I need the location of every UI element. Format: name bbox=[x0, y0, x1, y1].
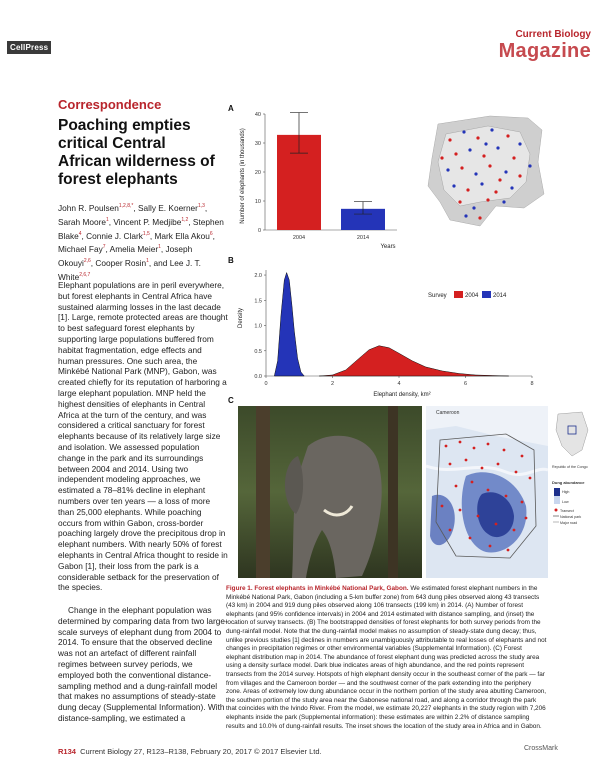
inset-transect-point bbox=[474, 172, 477, 175]
publisher-logo: CellPress bbox=[7, 41, 51, 54]
figure-caption-title: Figure 1. Forest elephants in Minkébé National Park, Gabon. bbox=[226, 585, 409, 592]
author-name: Vincent P. Medjibe bbox=[113, 216, 182, 227]
inset-transect-point bbox=[494, 190, 497, 193]
inset-transect-point bbox=[448, 138, 451, 141]
inset-transect-point bbox=[454, 152, 457, 155]
author-affiliation-mark: 1,3 bbox=[197, 203, 205, 209]
page-number: R134 bbox=[58, 747, 76, 756]
map-transect-point bbox=[495, 523, 498, 526]
author-affiliation-mark: 2,6,7 bbox=[79, 271, 91, 278]
map-transect-point bbox=[459, 509, 462, 512]
map-transect-point bbox=[487, 443, 490, 446]
inset-transect-point bbox=[510, 186, 513, 189]
map-transect-point bbox=[445, 445, 448, 448]
map-label-cameroon: Cameroon bbox=[436, 410, 460, 416]
chart-b-ytick-label: 0.5 bbox=[254, 348, 262, 355]
inset-transect-point bbox=[466, 188, 469, 191]
inset-transect-point bbox=[478, 216, 481, 219]
map-transect-point bbox=[465, 459, 468, 462]
inset-transect-point bbox=[464, 214, 467, 217]
chart-b-legend-label-2014: 2014 bbox=[493, 293, 507, 299]
legend-item-transect: Transect bbox=[560, 509, 574, 513]
chart-b-xtick-label: 2 bbox=[330, 381, 335, 387]
inset-transect-point bbox=[480, 182, 483, 185]
chart-a bbox=[232, 104, 412, 254]
chart-b-ytick-label: 2.0 bbox=[254, 273, 262, 280]
chart-b-legend-swatch-2004 bbox=[454, 291, 463, 298]
crossmark-badge[interactable]: CrossMark bbox=[524, 745, 558, 752]
map-transect-point bbox=[507, 549, 510, 552]
chart-b-xtick-label: 6 bbox=[463, 381, 468, 387]
inset-transect-point bbox=[502, 200, 505, 203]
map-transect-point bbox=[449, 529, 452, 532]
inset-transect-point bbox=[490, 128, 493, 131]
inset-transect-point bbox=[482, 154, 485, 157]
author-affiliation-mark: 1,2 bbox=[181, 216, 189, 223]
article-title: Poaching empties critical Central African wilderness of forest elephants bbox=[58, 117, 215, 188]
panel-label-c: C bbox=[228, 396, 234, 405]
author-name: Joseph Okouyi bbox=[58, 244, 193, 268]
inset-transect-point bbox=[476, 136, 479, 139]
inset-transect-point bbox=[452, 184, 455, 187]
map-transect-point bbox=[481, 467, 484, 470]
author-affiliation-mark: 2,6 bbox=[83, 258, 91, 265]
chart-b-xtick-label: 0 bbox=[264, 381, 268, 387]
inset-transect-point bbox=[498, 178, 501, 181]
elephant-photo bbox=[238, 406, 422, 578]
author-list: John R. Poulsen$^{1,2,8,*}$, Sally E. Koerner$^{1,3}$, Sarah Moore$^1$, Vincent P. Medjibe$^{1,2}$, Stephen Blake$^4$, Connie J. Clark$^{1,5}$, Mark Ella Akou$^6$, Michael Fay$^7$, Amelia Meier$^1$, Joseph Okouyi$^{2,6}$, Cooper Rosin$^1$, and Lee J. T. White$^{2,6,7}$ bbox=[58, 202, 224, 282]
map-transect-point bbox=[459, 441, 462, 444]
panel-label-b: B bbox=[228, 256, 234, 265]
map-transect-point bbox=[529, 477, 532, 480]
map-transect-point bbox=[525, 517, 528, 520]
section-type: Magazine bbox=[498, 40, 591, 62]
elephant-distribution-map bbox=[426, 406, 548, 578]
inset-transect-point bbox=[504, 170, 507, 173]
legend-gradient-high bbox=[554, 488, 560, 496]
chart-a-xtick-label: 2004 bbox=[292, 235, 306, 241]
author-name: Sally E. Koerner bbox=[137, 202, 198, 213]
inset-transect-point bbox=[486, 198, 489, 201]
inset-transect-point bbox=[528, 164, 531, 167]
chart-a-ytick-label: 0 bbox=[257, 228, 261, 234]
author-name: Amelia Meier bbox=[109, 244, 159, 255]
chart-b-density-2014 bbox=[274, 273, 304, 376]
inset-transect-point bbox=[468, 148, 471, 151]
journal-name: Current Biology bbox=[515, 29, 591, 40]
map-transect-point bbox=[487, 489, 490, 492]
author-affiliation-mark: 6 bbox=[209, 230, 213, 237]
map-transect-point bbox=[515, 471, 518, 474]
figure-caption bbox=[226, 585, 548, 731]
map-side-panel bbox=[552, 406, 592, 578]
inset-transect-point bbox=[484, 142, 487, 145]
inset-transect-point bbox=[446, 168, 449, 171]
elephant-body bbox=[292, 436, 382, 578]
chart-b-legend-swatch-2014 bbox=[482, 291, 491, 298]
map-transect-point bbox=[449, 463, 452, 466]
legend-title: Dung abundance bbox=[552, 480, 585, 485]
chart-b-legend-label-2004: 2004 bbox=[465, 293, 479, 299]
chart-a-ytick-label: 40 bbox=[254, 112, 261, 118]
inset-transect-point bbox=[518, 142, 521, 145]
chart-b-ytick-label: 1.5 bbox=[254, 298, 262, 305]
chart-a-xtick-label: 2014 bbox=[356, 235, 370, 241]
chart-a-ytick-label: 30 bbox=[254, 141, 261, 147]
chart-a-xlabel: Years bbox=[380, 244, 396, 250]
author-name: Connie J. Clark bbox=[86, 230, 143, 241]
page-footer bbox=[58, 747, 322, 756]
photo-tree-trunk-2 bbox=[388, 406, 398, 578]
chart-b-legend-title: Survey bbox=[428, 293, 447, 299]
map-transect-point bbox=[469, 537, 472, 540]
author-affiliation-mark: 1,2,8,* bbox=[118, 203, 134, 209]
map-transect-point bbox=[521, 455, 524, 458]
author-affiliation-mark: 1 bbox=[158, 244, 161, 251]
chart-b-ytick-label: 0.0 bbox=[254, 374, 262, 380]
legend-item-road: Major road bbox=[560, 521, 578, 525]
author-name: Stephen Blake bbox=[58, 216, 224, 241]
author-name: Michael Fay bbox=[58, 244, 103, 255]
author-affiliation-mark: 7 bbox=[102, 244, 106, 251]
author-name: Sarah Moore bbox=[58, 216, 106, 227]
chart-b-density-2004 bbox=[319, 346, 509, 376]
legend-item-park: National park bbox=[560, 515, 582, 519]
author-affiliation-mark: 1,5 bbox=[142, 230, 150, 237]
inset-transect-point bbox=[518, 174, 521, 177]
legend-transect-marker bbox=[555, 509, 558, 512]
author-name: John R. Poulsen bbox=[58, 202, 119, 213]
inset-transect-point bbox=[506, 134, 509, 137]
inset-transect-point bbox=[462, 130, 465, 133]
inset-transect-point bbox=[496, 146, 499, 149]
inset-transect-point bbox=[458, 200, 461, 203]
inset-transect-point bbox=[460, 166, 463, 169]
chart-b-xtick-label: 4 bbox=[397, 381, 401, 387]
chart-a-ylabel: Number of elephants (in thousands) bbox=[240, 128, 246, 224]
author-name: Mark Ella Akou bbox=[154, 230, 210, 241]
map-transect-point bbox=[473, 447, 476, 450]
article-section: Correspondence bbox=[58, 97, 162, 112]
author-affiliation-mark: 1 bbox=[105, 216, 109, 223]
chart-b-ylabel: Density bbox=[238, 307, 244, 329]
inset-transect-point bbox=[488, 164, 491, 167]
author-name: and Lee J. T. White bbox=[58, 257, 201, 282]
chart-b bbox=[232, 258, 548, 400]
transect-inset-map bbox=[420, 110, 546, 232]
map-transect-point bbox=[503, 449, 506, 452]
legend-low: Low bbox=[562, 500, 569, 504]
body-paragraph-2: Change in the elephant population was determined by comparing data from two large-scale surveys of elephant dung from 2004 to 2014. To ensure that the observed decline was not an artefact of different rainfall regimes between survey periods, we employed both the conventional distance-sampling method and a dung-rainfall model that makes no assumptions of steady-state dung decay (Supplemental Information). With distance-sampling, we estimated a bbox=[58, 605, 228, 723]
chart-b-xtick-label: 8 bbox=[530, 381, 534, 387]
inset-transect-point bbox=[472, 206, 475, 209]
map-label-congo: Republic of the Congo bbox=[552, 465, 588, 469]
inset-transect-point bbox=[512, 156, 515, 159]
photo-tree-trunk bbox=[256, 406, 270, 578]
panel-label-a: A bbox=[228, 104, 234, 113]
legend-gradient-low bbox=[554, 496, 560, 504]
chart-a-ytick-label: 20 bbox=[254, 170, 261, 176]
author-affiliation-mark: 4 bbox=[78, 230, 82, 237]
chart-b-xlabel: Elephant density, km² bbox=[373, 392, 431, 398]
map-transect-point bbox=[497, 463, 500, 466]
author-name: Cooper Rosin bbox=[95, 257, 147, 268]
map-transect-point bbox=[477, 515, 480, 518]
chart-a-ytick-label: 10 bbox=[254, 199, 261, 205]
map-transect-point bbox=[513, 529, 516, 532]
map-transect-point bbox=[471, 481, 474, 484]
inset-transect-point bbox=[440, 156, 443, 159]
legend-high: High bbox=[562, 490, 570, 494]
map-transect-point bbox=[455, 485, 458, 488]
map-transect-point bbox=[505, 495, 508, 498]
body-paragraph-1: Elephant populations are in peril everywhere, but forest elephants in Central Africa have sustained alarming losses in the last decade [1]. Large, remote protected areas are thought to best safeguard forest elephants by supporting large populations buffered from habitat fragmentation, edge effects and human pressures. One such area, the Minkébé National Park (MNP), Gabon, was created chiefly for its reputation of harboring a large elephant population. MNP held the highest densities of elephants in Central Africa at the turn of the century, and was considered a critical sanctuary for forest elephants because of its relatively large size and isolation. We assessed population change in the park and its surroundings between 2004 and 2014. Using two independent modeling approaches, we estimated a 78–81% decline in elephant numbers over ten years — a loss of more than 25,000 elephants. While poaching occurs from within Gabon, cross-border poaching largely drove the precipitous drop in elephant numbers. With nearly 50% of forest elephants in Central Africa thought to reside in Gabon [1], their loss from the park is a considerable setback for the preservation of the species. bbox=[58, 280, 228, 593]
map-transect-point bbox=[489, 545, 492, 548]
citation: Current Biology 27, R123–R138, February 20, 2017 © 2017 Elsevier Ltd. bbox=[80, 747, 322, 756]
map-transect-point bbox=[441, 505, 444, 508]
author-affiliation-mark: 1 bbox=[146, 258, 149, 265]
map-transect-point bbox=[521, 501, 524, 504]
chart-b-ytick-label: 1.0 bbox=[254, 323, 262, 330]
figure-caption-text: We estimated forest elephant numbers in the Minkébé National Park, Gabon (including a 5-km buffer zone) from 643 dung piles observed along 43 transects (43 km) in 2004 and 919 dung piles observed along 106 transects (199 km) in 2014. (A) Number of forest elephants (and 95% confidence intervals) in 2004 and 2014 estimated with distance sampling, and (inset) the location of survey transects. (B) The bootstrapped densities of forest elephants for both survey periods from the dung-rainfall model. Note that the dung-rainfall model makes no assumption of steady-state dung decay; thus, unlike previous studies [1] declines in numbers are unambiguously attributable to real losses of elephants and not changes in precipitation regimes or other environmental variables (Supplemental Information). (C) Forest elephant distribution map in 2014. The abundance of forest elephant dung was predicted across the study area using a density surface model. Dark blue indicates areas of high abundance, and the red points represent transects from the 2014 survey. Hotspots of high elephant density occur in the southeast corner of the park — far from villages and the Cameroon border — and the southwest corner of the park extending into the periphery zone. Areas of extremely low dung abundance occur in the northern portion of the study area abutting Cameroon, the southern portion of the study area near the Gabonese national road, and along a corridor through the park that coincides with the Ivindo River. From the model, we estimate 20,227 elephants in the study region with 7,206 elephants inside the park (Supplemental information): these estimates are within 2.2% of distance sampling results and 10.0% of dung-rainfall results. The inset shows the location of the study area in Africa and in Gabon. bbox=[226, 585, 547, 730]
